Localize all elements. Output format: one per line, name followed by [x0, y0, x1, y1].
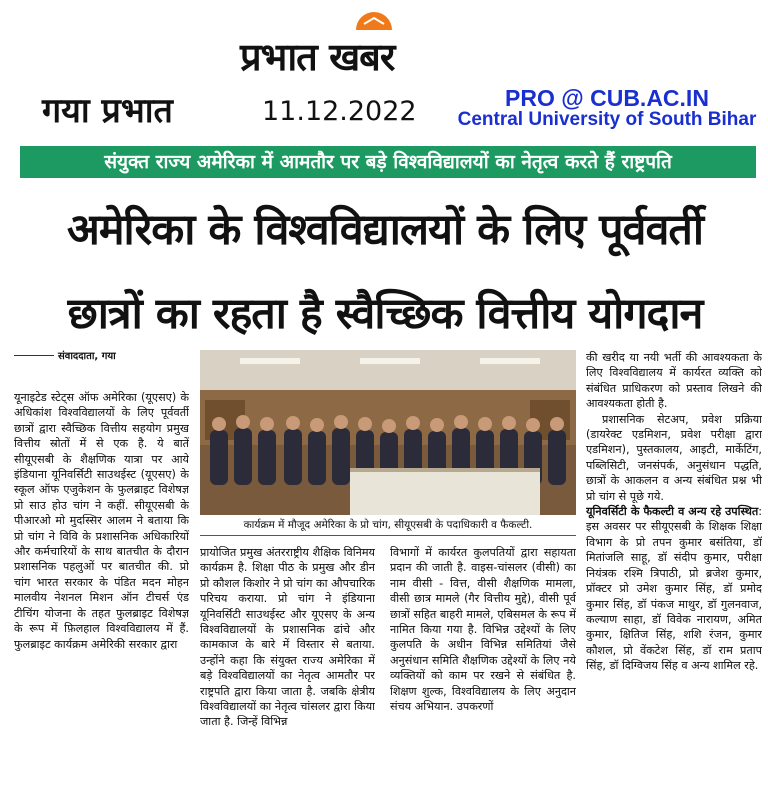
university-name: Central University of South Bihar	[457, 109, 757, 131]
byline-rule	[14, 355, 54, 356]
pro-stamp	[452, 86, 762, 130]
news-photo	[200, 350, 576, 515]
article-column-4	[586, 350, 762, 801]
edition-date: 11.12.2022	[262, 96, 417, 127]
edition-name: गया प्रभात	[42, 91, 173, 131]
headline-line-1: अमेरिका के विश्वविद्यालयों के लिए पूर्ववर्ती	[66, 205, 704, 255]
group-photo-illustration	[200, 350, 576, 515]
column-4-paragraph-3-text: : इस अवसर पर सीयूएसबी के शिक्षक शिक्षा विभाग के प्रो तपन कुमार बसंतिया, डॉ मितांजलि साहू, डॉ संदीप कुमार, परीक्षा नियंत्रक रश्मि त्रिपाठी, प्रो ब्रजेश कुमार, प्रॉक्टर प्रो उमेश कुमार सिंह, डॉ प्रमोद कुमार सिंह, डॉ पंकज माथुर, डॉ गुलनवाज, कल्याण साहा, डॉ विवेक नारायण, अमित कुमार, क्षितिज सिंह, शशि रंजन, कुमार कौशल, प्रो वेंकटेश सिंह, डॉ राम प्रताप सिंह, डॉ दिग्विजय सिंह व अन्य शामिल रहे.	[586, 505, 762, 673]
article-column-1: यूनाइटेड स्टेट्स ऑफ अमेरिका (यूएसए) के अधिकांश विश्वविद्यालयों के लिए पूर्ववर्ती छात्रों द्वारा स्वैच्छिक वित्तीय सहयोग प्रमुख वित्तीय स्रोतों में से एक है. ये बातें सीयूएसबी के शैक्षणिक यात्रा पर आये इंडियाना यूनिवर्सिटी साउथईस्ट (यूएसए) के स्कूल ऑफ एजुकेशन के फुलब्राइट विशेषज्ञ प्रो साउ होउ चांग ने कहीं. सीयूएसबी के पीआरओ मो मुदस्सिर आलम ने बताया कि प्रो चांग ने विवि के प्रशासनिक अधिकारियों और कर्मचारियों के साथ बातचीत के दौरान प्रशासनिक पहलुओं पर बातचीत की. प्रो चांग भारत सरकार के पंडित मदन मोहन मालवीय नेशनल मिशन ऑन टीचर्स एंड टीचिंग योजना के तहत फुलब्राइट विशेषज्ञ के रूप में फ़िलहाल विश्वविद्यालय में हैं. फुलब्राइट कार्यक्रम अमेरिकी सरकार द्वारा	[14, 391, 189, 651]
caption-rule	[200, 535, 576, 536]
article-column-2: प्रायोजित प्रमुख अंतरराष्ट्रीय शैक्षिक विनिमय कार्यक्रम है. शिक्षा पीठ के प्रमुख और डीन प्रो कौशल किशोर ने प्रो चांग का औपचारिक परिचय कराया. प्रो चांग ने इंडियाना यूनिवर्सिटी साउथईस्ट और यूएसए के अन्य विश्वविद्यालयों के प्रशासनिक ढांचे और कामकाज के बारे में विस्तार से बताया. उन्होंने कहा कि संयुक्त राज्य अमेरिका में बड़े विश्वविद्यालयों का नेतृत्व आमतौर पर राष्ट्रपति द्वारा किया जाता है. जबकि क्षेत्रीय विश्वविद्यालयों का नेतृत्व चांसलर द्वारा किया जाता है. जिन्हें विभिन्न	[200, 546, 375, 729]
sun-logo-icon	[352, 10, 396, 32]
column-4-paragraph-1: की खरीद या नयी भर्ती की आवश्यकता के लिए विश्वविद्यालय में कार्यरत व्यक्ति को संबंधित प्राधिकरण को प्रस्ताव लिखने की आवश्यकता होती है.	[586, 351, 762, 411]
headline-line-2: छात्रों का रहता है स्वैच्छिक वित्तीय योगदान	[67, 289, 703, 339]
photo-caption: कार्यक्रम में मौजूद अमेरिका के प्रो चांग, सीयूएसबी के पदाधिकारी व फैकल्टी.	[243, 519, 533, 531]
byline: संवाददाता, गया	[58, 351, 116, 362]
column-4-paragraph-2: प्रशासनिक सेटअप, प्रवेश प्रक्रिया (डायरेक्ट एडमिशन, प्रवेश परीक्षा द्वारा एडमिशन), पुस्तकालय, आइटी, मार्केटिंग, पब्लिसिटी, जनसंपर्क, अनुसंधान पद्धति, छात्रों के आकलन व अन्य संबंधित प्रश्न भी प्रो चांग से पूछे गये.	[586, 412, 762, 503]
pro-email: PRO @ CUB.AC.IN	[505, 85, 709, 111]
masthead	[240, 8, 490, 79]
strap-headline: संयुक्त राज्य अमेरिका में आमतौर पर बड़े विश्वविद्यालयों का नेतृत्व करते हैं राष्ट्रपति	[20, 146, 756, 178]
column-4-paragraph-3	[586, 504, 762, 673]
column-4-subhead: यूनिवर्सिटी के फैकल्टी व अन्य रहे उपस्थित	[586, 505, 759, 519]
article-column-3: विभागों में कार्यरत कुलपतियों द्वारा सहायता प्रदान की जाती है. वाइस-चांसलर (वीसी) का नाम वीसी - वित्त, वीसी शैक्षणिक मामला, वीसी छात्र मामले (गैर वित्तीय मुद्दे), वीसी पूर्व छात्रों सहित बाहरी मामले, एबिसमल के रूप में नामित किया गया है. विभिन्न उद्देश्यों के लिए कुलपति के अधीन विभिन्न समितियां जैसे अनुसंधान समिति शैक्षणिक उद्देश्यों के लिए नये व्यक्तियों को काम पर रखने से संबंधित है. शिक्षण शुल्क, विश्वविद्यालय के लिए अनुदान संचय अभियान. उपकरणों	[390, 546, 576, 714]
main-headline	[6, 188, 764, 356]
masthead-title: प्रभात खबर	[240, 35, 395, 79]
